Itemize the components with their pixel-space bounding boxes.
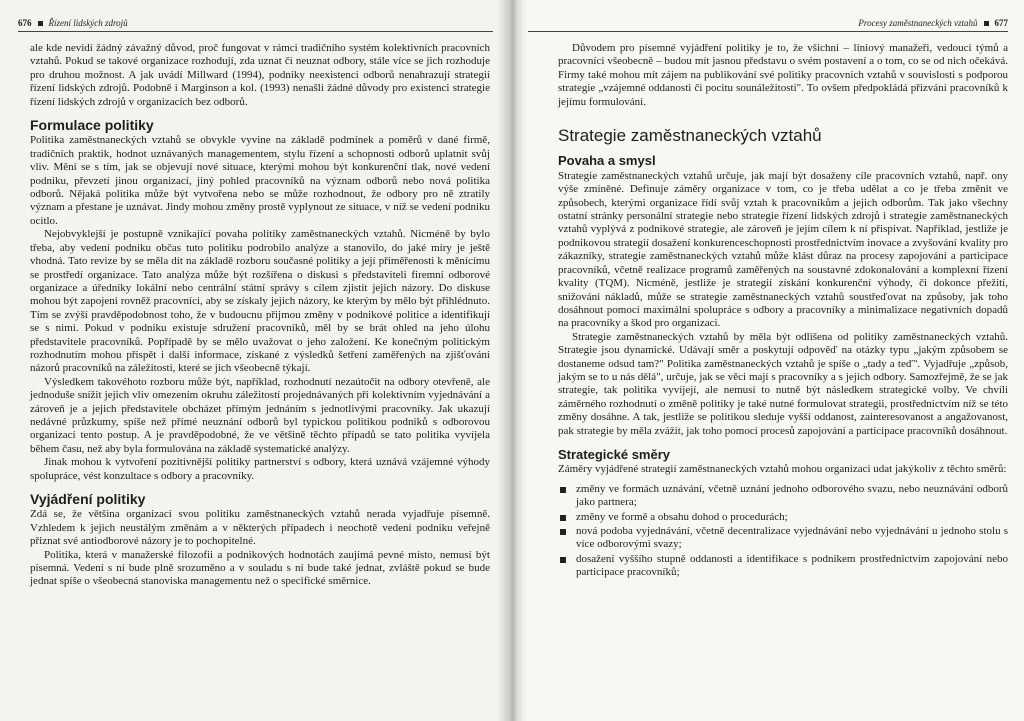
- list-item: nová podoba vyjednávání, včetně decentralizace vyjednávání nebo vyjednávání u jednoho stolu s více odborovými svazy;: [558, 525, 1008, 552]
- right-page: [512, 0, 1024, 721]
- right-intro-paragraph: Důvodem pro písemné vyjádření politiky je to, že všichni – liniový manažeři, vedoucí týmů a pracovníci všeobecně – budou mít jasnou představu o svém postavení a o tom, co se od nich očekává. Firmy také mohou mít zájem na publikování své politiky pracovních vztahů v souvislosti s podporou strategie „vzájemné oddanosti či pocitu sounáležitosti". To ovšem předpokládá přizvání pracovníků k jejímu formulování.: [558, 42, 1008, 108]
- left-page-number: 676: [18, 18, 32, 28]
- right-running-title: Procesy zaměstnaneckých vztahů: [858, 18, 978, 28]
- paragraph: Politika, která v manažerské filozofii a podnikových hodnotách zaujímá pevné místo, nemusí být písemná. Vedení s ní bude plně srozuměno a v souladu s ní bude také jednat, zvláště pokud se bude jednat spíše o všeobecná stanoviska managementu než o specifické směrnice.: [30, 548, 490, 588]
- section-heading-vyjadreni: Vyjádření politiky: [30, 491, 146, 507]
- book-gutter-shadow: [497, 0, 527, 721]
- section-heading-smery: Strategické směry: [558, 446, 671, 462]
- square-bullet-icon: [984, 21, 989, 26]
- section-heading-formulace: Formulace politiky: [30, 117, 154, 134]
- list-item: změny ve formě a obsahu dohod o procedurách;: [558, 511, 1008, 524]
- bullet-list: [558, 483, 1008, 580]
- list-item: dosažení vyššího stupně oddanosti a identifikace s podnikem prostřednictvím zapojování nebo participace pracovníků;: [558, 553, 1008, 580]
- square-bullet-icon: [38, 21, 43, 26]
- right-header-rule: [528, 31, 1008, 32]
- paragraph: Strategie zaměstnaneckých vztahů určuje, jak mají být dosaženy cíle pracovních vztahů, např. ony výše zmíněné. Definuje záměry organizace v tom, co je třeba udělat a co je třeba změnit ve způsobech, kterými organizace řídí svůj vztah k pracovníkům a jejich odborům. Tak jako všechny ostatní stránky personální strategie nebo strategie řízení lidských zdrojů i strategie zaměstnaneckých vztahů vyplývá z podnikové strategie, ale zároveň je jejím cílem k ní přispívat. Například, jestliže je podnikovou strategií dosažení konkurenceschopnosti prostřednictvím inovace a zvyšování kvality pro zákazníky, strategie zaměstnaneckých vztahů může klást důraz na procesy zapojování a participace pracovníků, včetně realizace programů zaměřených na soustavné zdokonalování a komplexní řízení kvality (TQM). Nicméně, jestliže je strategií získání konkurenční výhody, či dokonce přežití, snižování nákladů, může se strategie zaměstnaneckých vztahů soustřeďovat na způsoby, jak toho dosáhnout pomocí maximální spolupráce s odbory a pracovníky a minimalizace negativních dopadů na pracovníky a škod pro organizaci.: [558, 169, 1008, 330]
- chapter-heading-strategie: Strategie zaměstnaneckých vztahů: [558, 126, 822, 146]
- left-header-rule: [18, 31, 493, 32]
- paragraph: Strategie zaměstnaneckých vztahů by měla být odlišena od politiky zaměstnaneckých vztahů. Strategie jsou dynamické. Udávají směr a poskytují odpověď na otázky typu „jakým způsobem se dostaneme odsud tam?" Politika zaměstnaneckých vztahů je spíše o „tady a teď". Vyjadřuje „způsob, jakým se to u nás dělá", určuje, jak se věci mají s pracovníky a s jejich odbory. Samozřejmě, že se jak strategie, tak politika vyvíjejí, ale nemusí to nutně být následkem strategické volby. Ve chvíli záměrného rozhodnutí o změně politiky je také nutné formulovat strategii, prostřednictvím níž se této změny dosáhne. A tak, jestliže se politikou sleduje vyšší oddanost, zainteresovanost a angažovanost, pak strategie by měla zvážit, jak toho pomocí procesů zapojování a participace pracovníků dosáhnout.: [558, 330, 1008, 437]
- left-intro-paragraph: ale kde nevidí žádný závažný důvod, proč fungovat v rámci tradičního systém kolektivních pracovních vztahů. Pokud se takové organizace rozhodují, zda uznat či neuznat odbory, stále více se jich rozhoduje pro druhou možnost. A jak uvádí Millward (1994), podniky neexistenci odborů nenahrazují strategií řízení lidských zdrojů. Podobně i Marginson a kol. (1993) nenašli žádné důvody pro existenci strategie řízení lidských zdrojů v organizacích bez odborů.: [30, 42, 490, 108]
- section-heading-povaha: Povaha a smysl: [558, 153, 656, 169]
- paragraph: Výsledkem takovéhoto rozboru může být, například, rozhodnutí nezaútočit na odbory otevřeně, ale jednoduše snížit jejich vliv omezením okruhu záležitostí projednávaných při kolektivním vyjednávání a zároveň je a jejich představitele obcházet přímým jednáním s jednotlivými pracovníky. Jak ukazují nedávné průzkumy, spíše než přímé neuznání odborů byl typickou politikou podniků s odborovou organizací tento postup. A je pravděpodobné, že ve většině těchto případů se tato politika vyvíjela během času, než aby byla formulována na základě systematické analýzy.: [30, 375, 490, 455]
- right-text-column: [558, 42, 1008, 581]
- left-running-head: [18, 18, 128, 28]
- paragraph: Nejobvyklejší je postupně vznikající povaha politiky zaměstnaneckých vztahů. Nicméně by bylo třeba, aby vedení podniku občas tuto politiku podrobilo analýze a stanovilo, do jaké míry je ještě vhodná. Tato revize by se měla dít na základě rozboru současné politiky a její přiměřenosti k měnícímu se prostředí organizace. Tato analýza může být rozšířena o diskusi s představiteli firemní odborové organizace a úředníky lokální nebo centrální státní správy s cílem zjistit jejich názory. Do diskuse mohou být zapojeni rovněž pracovníci, aby se získaly jejich názory, ke kterým by mělo být přihlédnuto. Tím se zvýší pravděpodobnost toho, že v budoucnu přijmou změny v podnikové politice a identifikují se s nimi. Pokud v podniku existuje sdružení pracovníků, měl by se brát ohled na jeho úlohu představitele pracovníků. Popřípadě by se mělo uvažovat o jeho založení. Ke konečným politickým rozhodnutím mohou přispět i další informace, získané z výsledků šetření zaměřených na zjišťování názorů pracovníků na záležitosti, které se jich všeobecně týkají.: [30, 228, 490, 375]
- paragraph: Záměry vyjádřené strategií zaměstnaneckých vztahů mohou organizaci udat jakýkoliv z těchto směrů:: [558, 463, 1007, 476]
- paragraph: Jinak mohou k vytvoření pozitivnější politiky partnerství s odbory, která uznává vzájemné výhody spolupráce, vést konzultace s odbory a pracovníky.: [30, 456, 490, 482]
- right-page-number: 677: [994, 18, 1008, 28]
- list-item: změny ve formách uznávání, včetně uznání jednoho odborového svazu, nebo neuznávání odborů jako partnera;: [558, 483, 1008, 510]
- left-running-title: Řízení lidských zdrojů: [48, 18, 128, 28]
- right-running-head: [858, 18, 1008, 28]
- paragraph: Zdá se, že většina organizací svou politiku zaměstnaneckých vztahů nerada vyjadřuje písemně. Vzhledem k jejich neustálým změnám a v některých případech i neochotě vedení podniku veřejně přiznat své antiodborové názory je to pochopitelné.: [30, 508, 490, 548]
- left-text-column: [30, 42, 490, 589]
- paragraph: Politika zaměstnaneckých vztahů se obvykle vyvine na základě podmínek a poměrů v dané firmě, tradičních praktik, hodnot uznávaných managementem, stylu řízení a schopnosti odborů uplatnit svůj vliv. Mění se s tím, jak se objevují nové situace, kterými mohou být konkurenční tlak, nové vedení podniku, převzetí jinou organizací, jiný pohled pracovníků na význam odborů nebo nová politika odborů. Nějaká politika může být vytvořena nebo se může rozhodnout, že odbory pro ně ztratily význam a přestane je uznávat. Jindy mohou změny prostě vyplynout ze situace, v níž se vedení podniku ocitlo.: [30, 134, 490, 227]
